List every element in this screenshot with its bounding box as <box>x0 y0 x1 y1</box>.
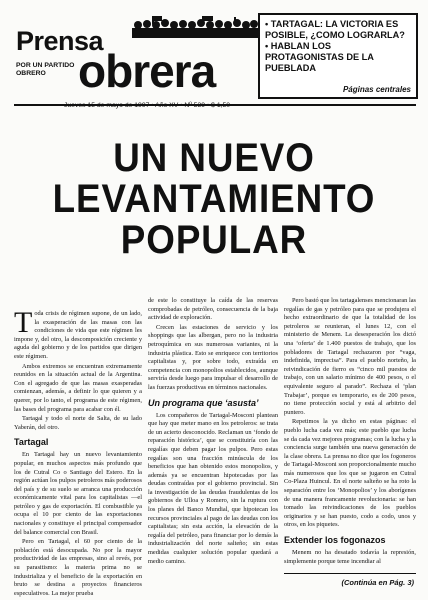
paragraph: de este lo constituye la caída de las reservas comprobadas de petróleo, consecuencia de la baja actividad de exploración. <box>148 297 278 322</box>
promo-box <box>258 13 418 99</box>
continued-link[interactable]: (Continúa en Pág. 3) <box>341 578 414 587</box>
tagline: POR UN PARTIDO OBRERO <box>16 62 75 77</box>
masthead <box>14 10 260 106</box>
paragraph: Crecen las estaciones de servicio y los shoppings que las albergan, pero no la industria petroquímica en sus numerosas variantes, ni la industria plástica. Esto se enriquece con territorios capitalistas y, por sobre todo, extraída en competencia con monopolios establecidos, aunque serviría desde luego para impulsar el desarrollo de las fuerzas productivas en términos nacionales. <box>148 323 278 391</box>
subheading-programa: Un programa que ‘asusta’ <box>148 397 259 408</box>
logo-prensa: Prensa <box>16 26 104 56</box>
paragraph: Pero en Tartagal, el 60 por ciento de la población está desocupada. No por la mayor productividad de las empresas, sino al revés, por su parasitismo: la materia prima no se industrializa y el beneficio de la exportación en bruto se destina a proyectos financieros especulativos. La mejor prueba <box>14 538 142 597</box>
paragraph: Menem no ha desatado todavía la represión, simplemente porque teme incendiar al <box>284 549 416 565</box>
crowd-illustration <box>132 16 258 38</box>
logo-obrera: obrera <box>78 45 216 97</box>
paragraph: En Tartagal hay un nuevo levantamiento popular, en muchos aspectos más profundo que los de Cutral Co o Santiago del Estero. En la región actúan los pulpos petroleros más poderosos del país y de su suelo se arranca una producción económicamente vital para los capitalistas —el petróleo y gas de exportación. El combustible ya ocupa el 10 por ciento de las exportaciones nacionales y constituye el principal compensador del balance comercial con Brasil. <box>14 451 142 536</box>
headline-line-3: POPULAR <box>120 218 308 262</box>
promo-footer: Páginas centrales <box>342 85 411 94</box>
subheading-fogonazos: Extender los fogonazos <box>284 535 386 546</box>
promo-line-1: • TARTAGAL: LA VICTORIA ES POSIBLE, ¿COMO LOGRARLA? <box>265 19 405 40</box>
promo-line-2: • HABLAN LOS PROTAGONISTAS DE LA PUEBLADA <box>265 41 374 73</box>
paragraph: Ambos extremos se encuentran extremamente reunidos en la situación actual de la Argentina. Con el agregado de que las masas exasperadas comienzan, además, a definir lo que quieren y a querer, por lo tanto, el programa de este régimen, las bases del programa para acabar con él. <box>14 362 142 413</box>
masthead-rule <box>14 104 416 106</box>
article-column-1 <box>14 306 142 599</box>
continued-rule <box>284 573 416 574</box>
paragraph: Los compañeros de Tartagal-Mosconi plantean que hay que meter mano en los petroleros: se trata de un acierto desconocido. Reclaman un ‘fondo de reparación histórica’, que se constituiría con las regalías que deben pagar los pulpos. Pero estas regalías son una fracción minúscula de los beneficios que han obtenido estos monopolios, y además ya se encuentran hipotecadas por las deudas contraídas por el gobierno provincial. Sin la investigación de las deudas fraudulentas de los gobiernos de Ulloa y Romero, sin la ruptura con los planes del Banco Mundial, que hipotecan los recursos provinciales al pago de las deudas con los capitalistas; sin esta acción, la elevación de la regalía del petróleo, para financiar por lo demás la industrialización del norte salteño; sin estas medidas cualquier solución popular quedará a medio camino. <box>148 411 278 565</box>
paragraph: Repetimos la ya dicho en estas páginas: el pueblo lucha cada vez más; este pueblo que lucha se da cada vez mejores programas; con la lucha y la conciencia surge también una nueva generación de la clase obrera. La prensa no dice que los fogoneros de Tartagal-Mosconi son proporcionalmente mucho más numerosos que los que se jugaron en Cutral Co-Plaza Huincul. En el norte salteño se ha roto la separación entre los ‘Monopolios’ y los aborígenes de una manera francamente revolucionaria: se han tomado las reivindicaciones de los pueblos originarios y se han puesto, codo a codo, unos y otros, en los piquetes. <box>284 418 416 529</box>
paragraph: oda crisis de régimen supone, de un lado, la exasperación de las masas con las condiciones de vida que este régimen les impone y, del otro, la descomposición creciente y aguda del gobierno y de los partidos que dirigen este régimen. <box>14 310 142 360</box>
headline-line-2: LEVANTAMIENTO <box>52 177 376 221</box>
article-column-2 <box>148 297 278 567</box>
paragraph: Tartagal y todo el norte de Salta, de su lado Yaberán, del otro. <box>14 415 142 431</box>
subheading-tartagal: Tartagal <box>14 437 49 448</box>
headline-line-1: UN NUEVO <box>113 136 315 180</box>
article-column-3 <box>284 297 416 567</box>
paragraph: Pero bastó que los tartagalenses mencionaran las regalías de gas y petróleo para que se produjera el hecho extraordinario de que la totalidad de los petroleros se reunieran, el lunes 12, con el ministerio de Menem. La desesperación los dictó una ‘oferta’ de 1.400 puestos de trabajo, que los pobladores de Tartagal rechazaron por “vaga, indefinida, imprecisa”. Para el pueblo norteño, la reivindicación de fierro es “cinco mil puestos de trabajo, con un salario mínimo de 400 pesos, o el equivalente seguro al parado”. Rechaza el ‘plan Trabajar’, porque es temporario, es de 200 pesos, no tiene protección social y está al arbitrio del puntero. <box>284 297 416 416</box>
dropcap: T <box>14 306 33 339</box>
main-headline <box>17 138 411 261</box>
